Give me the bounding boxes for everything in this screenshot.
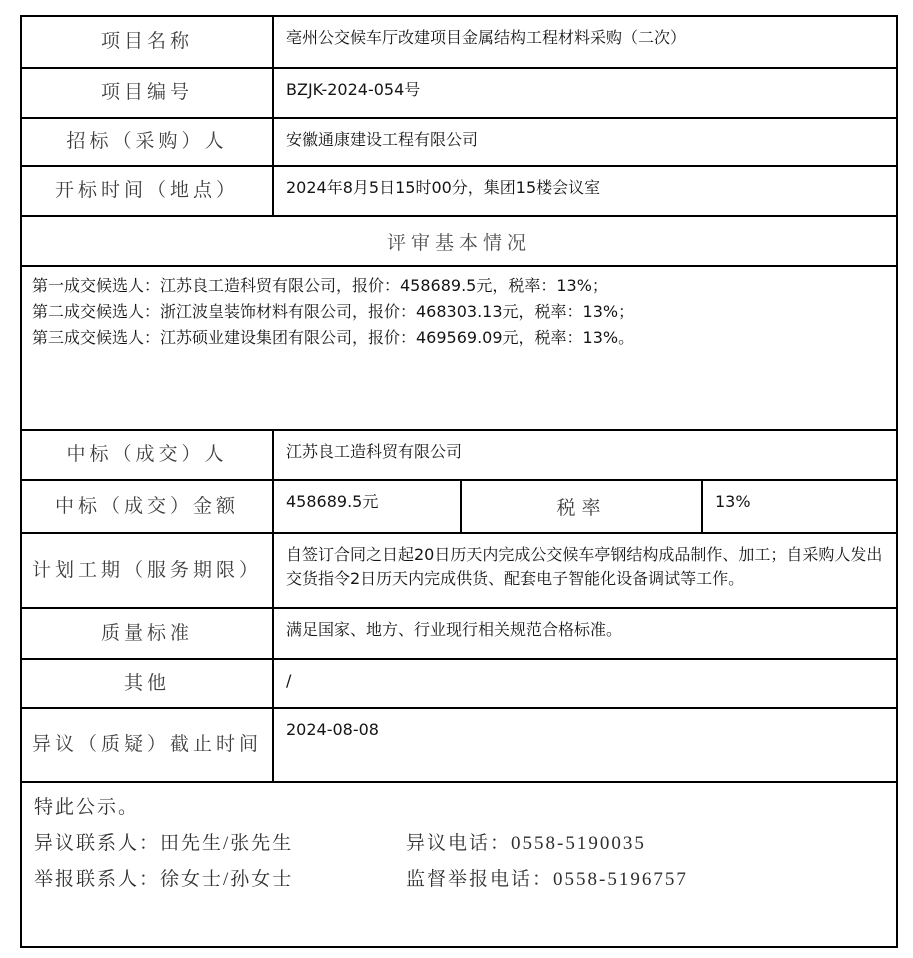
row-award-amount: [22, 479, 896, 532]
winner-label: 中标（成交）人: [66, 444, 228, 465]
row-objection-deadline: [22, 707, 896, 781]
candidate-line-3: 第三成交候选人：江苏硕业建设集团有限公司，报价：469569.09元，税率：13%。: [32, 328, 635, 347]
row-schedule: [22, 532, 896, 607]
candidate-line-1: 第一成交候选人：江苏良工造科贸有限公司，报价：458689.5元，税率：13%；: [32, 276, 608, 295]
winner-value: 江苏良工造科贸有限公司: [272, 431, 896, 479]
footer-announcement-line: [34, 793, 884, 823]
footer-objection-line: [34, 829, 884, 859]
row-other: [22, 658, 896, 707]
award-amount-value: 458689.5元: [272, 481, 460, 532]
report-phone: 监督举报电话：0558-5196757: [406, 869, 688, 890]
report-contact: 举报联系人：徐女士/孙女士: [34, 869, 294, 890]
bid-opening-value: 2024年8月5日15时00分，集团15楼会议室: [272, 167, 896, 215]
candidate-line-2: 第二成交候选人：浙江波皇装饰材料有限公司，报价：468303.13元，税率：13%；: [32, 302, 635, 321]
other-value: /: [272, 660, 896, 707]
objection-deadline-value: 2024-08-08: [272, 709, 896, 781]
tax-rate-label: 税率: [460, 481, 701, 532]
award-amount-label: 中标（成交）金额: [54, 495, 239, 517]
row-review-header: [22, 215, 896, 265]
objection-contact: 异议联系人：田先生/张先生: [34, 833, 294, 854]
bid-result-table: [20, 15, 898, 948]
objection-phone: 异议电话：0558-5190035: [406, 833, 646, 854]
project-number-label: 项目编号: [100, 82, 193, 103]
tenderer-value: 安徽通康建设工程有限公司: [272, 119, 896, 165]
row-bid-opening: [22, 165, 896, 215]
row-quality-standard: [22, 607, 896, 658]
row-project-name: [22, 17, 896, 67]
tenderer-label: 招标（采购）人: [66, 131, 228, 152]
tax-rate-value: 13%: [701, 481, 896, 532]
schedule-value: 自签订合同之日起20日历天内完成公交候车亭钢结构成品制作、加工；自采购人发出交货指令2日历天内完成供货、配套电子智能化设备调试等工作。: [272, 534, 896, 607]
quality-standard-label: 质量标准: [100, 622, 193, 644]
row-winner: [22, 429, 896, 479]
project-name-label: 项目名称: [100, 31, 193, 52]
review-header-title: 评审基本情况: [386, 232, 531, 254]
footer-report-line: [34, 865, 884, 895]
row-candidates: [22, 265, 896, 429]
schedule-label: 计划工期（服务期限）: [31, 559, 262, 581]
row-footer-notice: [22, 781, 896, 946]
objection-deadline-label: 异议（质疑）截止时间: [31, 734, 262, 755]
bid-opening-label: 开标时间（地点）: [54, 180, 239, 201]
quality-standard-value: 满足国家、地方、行业现行相关规范合格标准。: [272, 609, 896, 658]
row-project-number: [22, 67, 896, 117]
footer-announcement-text: 特此公示。: [34, 797, 140, 818]
project-name-value: 亳州公交候车厅改建项目金属结构工程材料采购（二次）: [272, 17, 896, 67]
project-number-value: BZJK-2024-054号: [272, 69, 896, 117]
row-tenderer: [22, 117, 896, 165]
other-label: 其他: [123, 672, 170, 694]
